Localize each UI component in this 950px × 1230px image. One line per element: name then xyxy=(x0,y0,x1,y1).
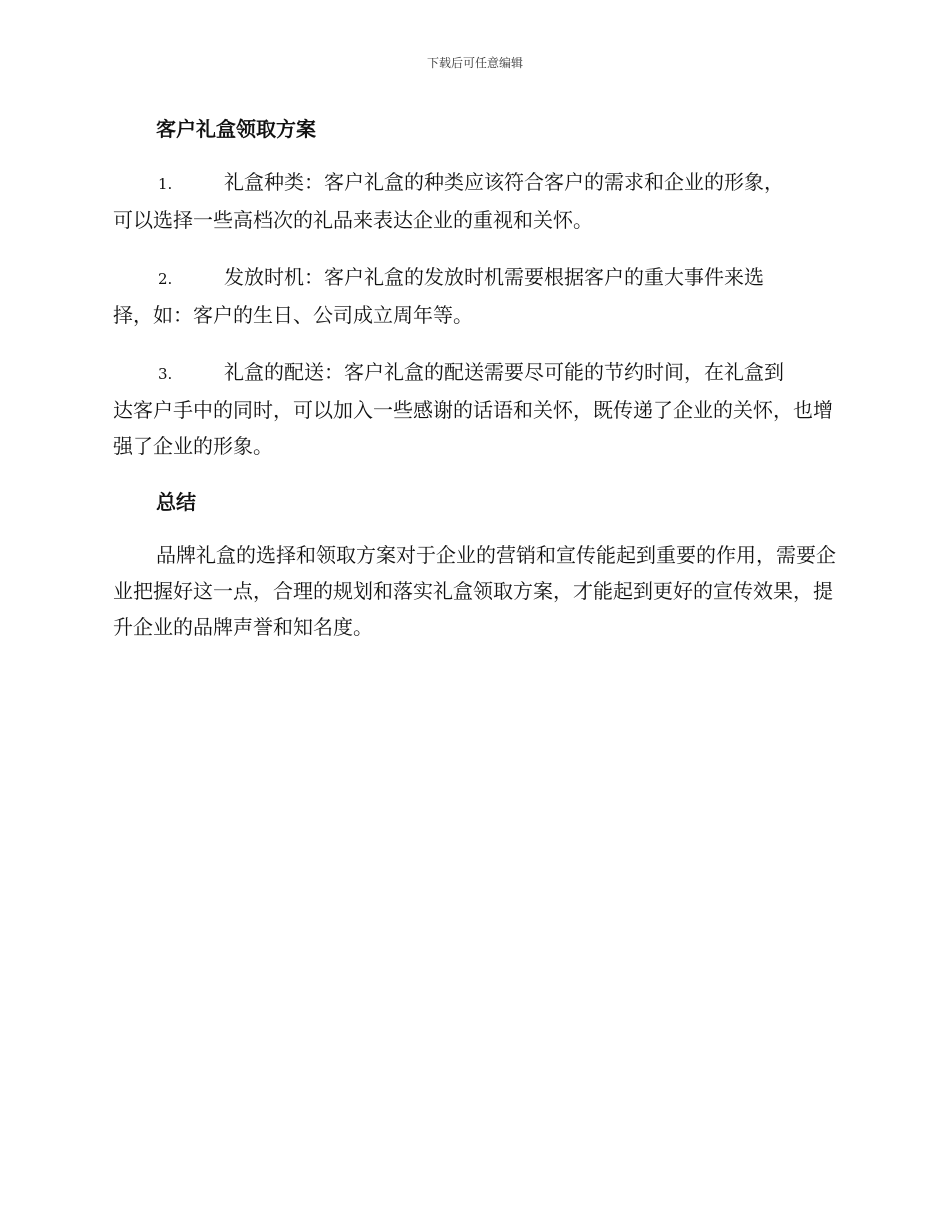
list-item-first-line xyxy=(113,259,838,297)
list-item-number: 1. xyxy=(158,175,173,193)
list-item xyxy=(113,354,838,464)
summary-paragraph: 品牌礼盒的选择和领取方案对于企业的营销和宣传能起到重要的作用，需要企业把握好这一点，合理的规划和落实礼盒领取方案，才能起到更好的宣传效果，提升企业的品牌声誉和知名度。 xyxy=(113,543,836,639)
list-item-text-rest: 可以选择一些高档次的礼品来表达企业的重视和关怀。 xyxy=(113,208,593,232)
list-item-number: 3. xyxy=(158,365,173,383)
list-item-text-start: 礼盒的配送：客户礼盒的配送需要尽可能的节约时间，在礼盒到 xyxy=(224,360,784,384)
document-title: 客户礼盒领取方案 xyxy=(156,117,316,141)
summary-heading: 总结 xyxy=(156,490,196,514)
list-item-text-rest: 达客户手中的同时，可以加入一些感谢的话语和关怀，既传递了企业的关怀，也增强了企业的形象。 xyxy=(113,398,833,458)
document-body xyxy=(113,112,838,645)
page-header: 下载后可任意编辑 xyxy=(426,56,523,70)
list-item-text-rest: 择，如：客户的生日、公司成立周年等。 xyxy=(113,303,473,327)
list-item-text-start: 发放时机：客户礼盒的发放时机需要根据客户的重大事件来选 xyxy=(224,265,764,289)
list-item-text-start: 礼盒种类：客户礼盒的种类应该符合客户的需求和企业的形象， xyxy=(224,170,784,194)
list-item-first-line xyxy=(113,164,838,202)
list-item-number: 2. xyxy=(158,270,173,288)
list-item-first-line xyxy=(113,354,838,392)
list-item xyxy=(113,164,838,238)
list-item xyxy=(113,259,838,333)
